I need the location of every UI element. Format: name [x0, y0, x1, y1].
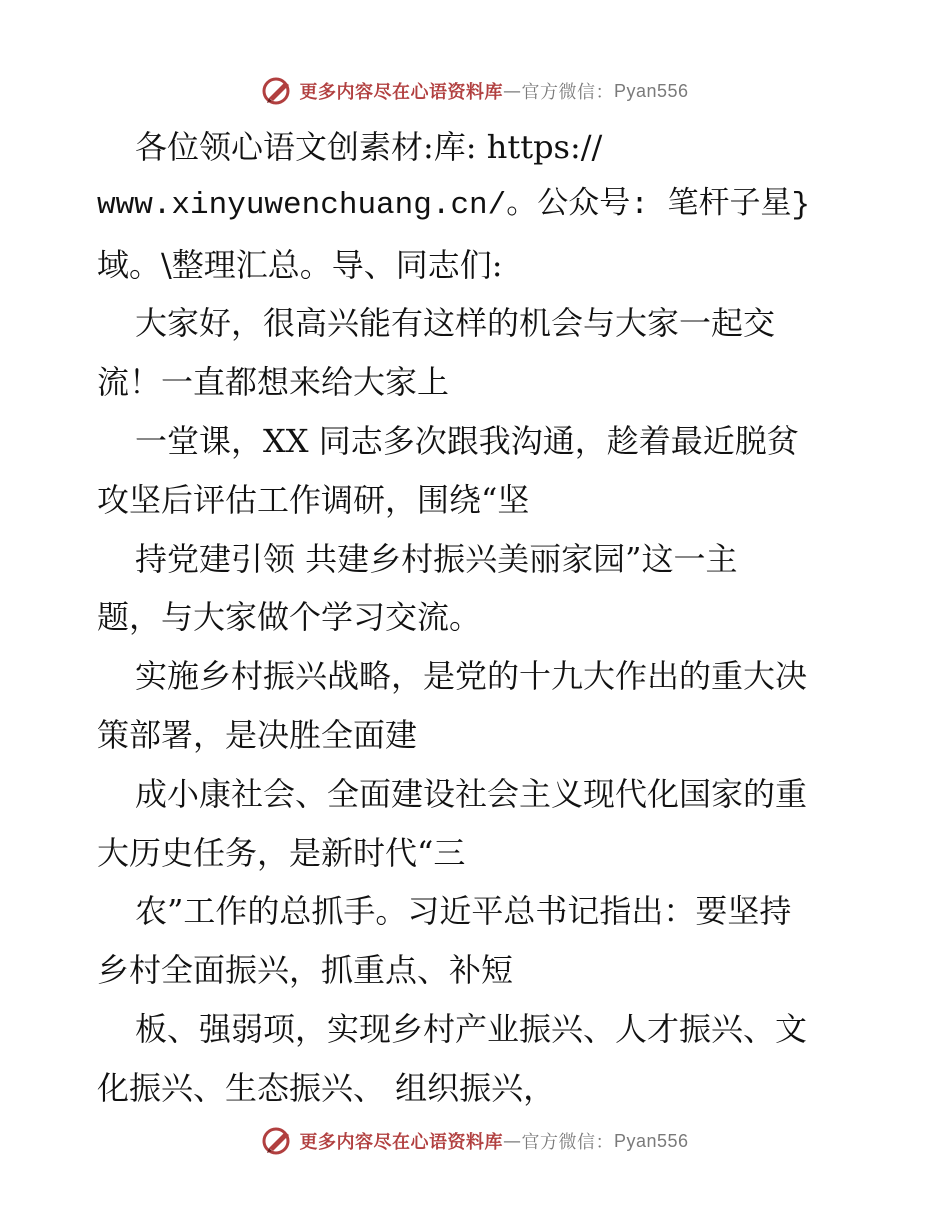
text-line: 持党建引领 共建乡村振兴美丽家园”这一主 — [135, 539, 738, 578]
document-body — [97, 118, 857, 1118]
watermark-library-text: 更多内容尽在心语资料库 — [299, 1132, 503, 1153]
watermark-dash: — — [502, 80, 522, 102]
pen-circle-logo-icon — [261, 1126, 295, 1156]
text-line: 策部署，是决胜全面建 — [97, 715, 418, 754]
watermark-wechat-label: 官方微信： — [521, 1132, 614, 1153]
watermark-wechat-id: Pyan556 — [613, 80, 689, 101]
text-line: 域。\整理汇总。导、同志们: — [97, 245, 503, 284]
text-line: 攻坚后评估工作调研，围绕“坚 — [97, 480, 530, 519]
text-line: 流！一直都想来给大家上 — [97, 363, 450, 402]
text-line: 大历史任务，是新时代“三 — [97, 833, 466, 872]
text-line: 实施乡村振兴战略，是党的十九大作出的重大决 — [135, 657, 808, 696]
text-line: 农”工作的总抓手。习近平总书记指出：要坚持 — [135, 892, 792, 931]
text-line: 大家好，很高兴能有这样的机会与大家一起交 — [135, 304, 776, 343]
text-line: 一堂课，XX 同志多次跟我沟通，趁着最近脱贫 — [135, 421, 799, 460]
header-watermark — [0, 76, 950, 106]
text-line: 各位领心语文创素材:库: https:// — [135, 128, 603, 166]
text-line: 板、强弱项，实现乡村产业振兴、人才振兴、文 — [135, 1009, 808, 1048]
text-line: 化振兴、生态振兴、 组织振兴， — [97, 1068, 556, 1107]
text-line: 题，与大家做个学习交流。 — [97, 598, 482, 637]
text-line: 乡村全面振兴，抓重点、补短 — [97, 951, 514, 990]
text-line: www.xinyuwenchuang.cn/。公众号: 笔杆子星} — [97, 187, 811, 223]
text-line: 成小康社会、全面建设社会主义现代化国家的重 — [135, 774, 808, 813]
pen-circle-logo-icon — [261, 76, 295, 106]
watermark-wechat-label: 官方微信： — [521, 82, 614, 103]
watermark-dash: — — [502, 1130, 522, 1152]
watermark-library-text: 更多内容尽在心语资料库 — [299, 82, 503, 103]
footer-watermark — [0, 1126, 950, 1156]
watermark-wechat-id: Pyan556 — [613, 1130, 689, 1151]
